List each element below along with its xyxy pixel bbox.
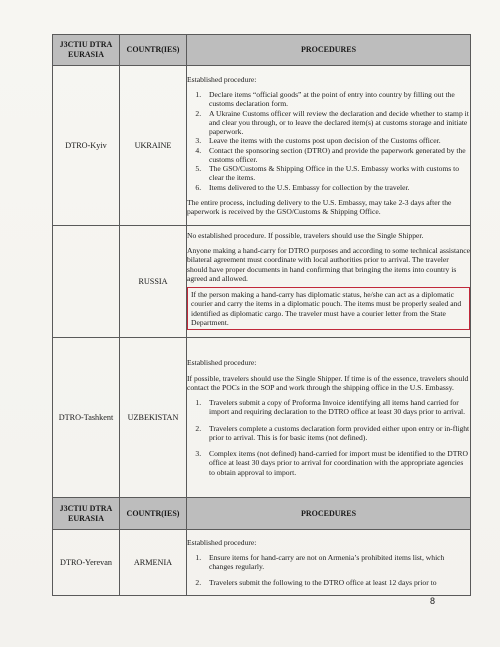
procedure-paragraph: No established procedure. If possible, travelers should use the Single Shipper. xyxy=(187,230,424,240)
list-item: 1. Ensure items for hand-carry are not on Armenia’s prohibited items list, which changes regularly. xyxy=(203,553,470,572)
header-procedures: PROCEDURES xyxy=(187,35,471,66)
procedure-cell xyxy=(187,226,471,338)
procedure-steps xyxy=(187,398,470,477)
table-row-russia xyxy=(53,226,471,338)
procedure-intro: Established procedure: xyxy=(187,74,257,84)
country-cell: ARMENIA xyxy=(120,530,187,596)
office-cell: DTRO-Yerevan xyxy=(53,530,120,596)
procedure-cell xyxy=(187,530,471,596)
procedure-intro: Established procedure: xyxy=(187,358,257,368)
procedure-paragraph: If possible, travelers should use the Single Shipper. If time is of the essence, travelers should contact the POCs in the SOP and work through the shipping office in the U.S. Embassy. xyxy=(187,373,469,392)
office-cell: DTRO-Tashkent xyxy=(53,338,120,498)
header-countries: COUNTR(IES) xyxy=(120,498,187,530)
list-item: 1. Travelers submit a copy of Proforma Invoice identifying all items hand carried for import and requiring declaration to the DTRO office at least 30 days prior to arrival. xyxy=(203,398,470,417)
header-office: J3CTIU DTRA EURASIA xyxy=(53,35,120,66)
list-item: 3. Complex items (not defined) hand-carried for import must be identified to the DTRO office at least 30 days prior to arrival for coordination with the appropriate agencies to obtain approval to import. xyxy=(203,449,470,477)
list-item: 2. A Ukraine Customs officer will review the declaration and decide whether to stamp it and clear you through, or to leave the declared item(s) at customs storage and initiate paperwork. xyxy=(203,109,470,137)
procedures-table xyxy=(52,34,471,596)
table-header-row xyxy=(53,35,471,66)
procedure-steps xyxy=(187,553,470,588)
list-item: 2. Travelers complete a customs declaration form provided either upon entry or in-flight prior to arrival. This is for basic items (not defined). xyxy=(203,424,470,443)
procedure-cell xyxy=(187,66,471,226)
list-item: 4. Contact the sponsoring section (DTRO) and provide the paperwork generated by the customs officer. xyxy=(203,146,470,165)
table-row-kyiv xyxy=(53,66,471,226)
list-item: 5. The GSO/Customs & Shipping Office in the U.S. Embassy works with customs to clear the items. xyxy=(203,164,470,183)
procedure-cell xyxy=(187,338,471,498)
table-row-yerevan xyxy=(53,530,471,596)
table-row-tashkent xyxy=(53,338,471,498)
procedure-closing: The entire process, including delivery to the U.S. Embassy, may take 2-3 days after the paperwork is received by the GSO/Customs & Shipping Office. xyxy=(187,197,452,216)
procedure-intro: Established procedure: xyxy=(187,537,257,547)
header-procedures: PROCEDURES xyxy=(187,498,471,530)
office-cell: DTRO-Kyiv xyxy=(53,66,120,226)
highlighted-paragraph: If the person making a hand-carry has diplomatic status, he/she can act as a diplomatic courier and carry the items in a diplomatic pouch. The items must be properly sealed and identified as diplomatic cargo. The traveler must have a courier letter from the State Department. xyxy=(187,287,470,330)
header-office: J3CTIU DTRA EURASIA xyxy=(53,498,120,530)
header-countries: COUNTR(IES) xyxy=(120,35,187,66)
country-cell: RUSSIA xyxy=(120,226,187,338)
office-cell xyxy=(53,226,120,338)
list-item: 6. Items delivered to the U.S. Embassy for collection by the traveler. xyxy=(203,183,470,192)
list-item: 3. Leave the items with the customs post upon decision of the Customs officer. xyxy=(203,136,470,145)
country-cell: UZBEKISTAN xyxy=(120,338,187,498)
table-header-row xyxy=(53,498,471,530)
procedure-paragraph: Anyone making a hand-carry for DTRO purposes and according to some technical assistance bilateral agreement must coordinate with local authorities prior to arrival. The traveler should have proper documents in hand confirming that bringing the items into country is agreed and allowed. xyxy=(187,246,470,283)
procedure-steps xyxy=(187,90,470,192)
list-item: 2. Travelers submit the following to the DTRO office at least 12 days prior to xyxy=(203,578,470,587)
list-item: 1. Declare items “official goods” at the point of entry into country by filling out the customs declaration form. xyxy=(203,90,470,109)
page-number: 8 xyxy=(430,596,436,606)
country-cell: UKRAINE xyxy=(120,66,187,226)
